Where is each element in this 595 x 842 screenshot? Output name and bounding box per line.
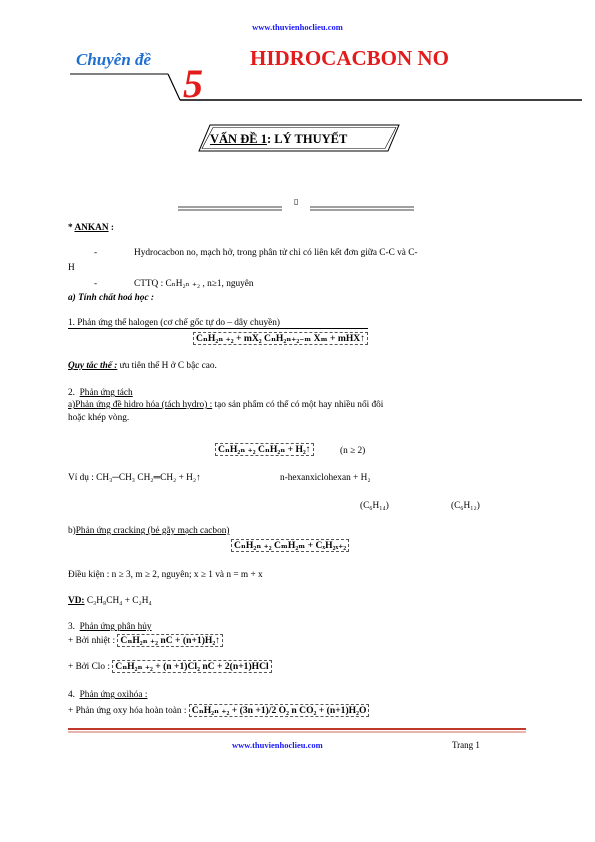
- dehydro-desc: tạo sản phẩm có thể có một hay nhiều nối đôi: [212, 400, 384, 410]
- heat-equation: CₙH₂ₙ ₊₂ nC + (n+1)H₂↑: [117, 634, 223, 647]
- general-formula: CTTQ : CₙH₂ₙ ₊₂ , n≥1, nguyên: [134, 279, 254, 289]
- dehydro-equation: CₙH₂ₙ ₊₂ CₙH₂ₙ + H₂↑: [215, 443, 314, 456]
- cyclohexane-formula: (C₆H₁₂): [451, 501, 480, 511]
- heat-label: + Bởi nhiệt :: [68, 636, 118, 646]
- decomposition-title: 3. Phản ứng phân hủy: [68, 622, 152, 632]
- example-text: C₃H₈CH₄ + C₂H₄: [84, 596, 152, 606]
- cracking-condition: Điều kiện : n ≥ 3, m ≥ 2, nguyên; x ≥ 1 và n = m + x: [68, 570, 263, 580]
- hexane-formula: (C₆H₁₄): [360, 501, 389, 511]
- cracking-title-text: Phản ứng cracking (bẻ gãy mạch cacbon): [75, 526, 230, 536]
- cracking-equation: CₙH₂ₙ ₊₂ CₘH₂ₘ + CₓH₂ₓ₊₂: [231, 539, 349, 552]
- rule-label: Quy tắc thế :: [68, 361, 118, 371]
- hexane-example: n-hexanxiclohexan + H₂: [280, 473, 371, 483]
- heading-colon: :: [108, 223, 114, 233]
- section-label: VẤN ĐỀ 1: [210, 132, 267, 146]
- chlorine-label: + Bởi Clo :: [68, 662, 113, 672]
- oxidation-title: 4. Phản ứng oxihóa :: [68, 690, 148, 700]
- chapter-label: Chuyên đề: [76, 50, 152, 69]
- footer-site-link[interactable]: www.thuvienhoclieu.com: [232, 740, 323, 750]
- divider-glyph: ▯: [294, 197, 299, 206]
- alkane-heading-text: ANKAN: [74, 223, 109, 233]
- definition-line-1: Hydrocacbon no, mạch hở, trong phân tử chỉ có liên kết đơn giữa C-C và C-: [134, 248, 418, 258]
- oxidation-label: + Phản ứng oxy hóa hoàn toàn :: [68, 706, 189, 716]
- oxidation-equation: CₙH₂ₙ ₊₂ + (3n +1)/2 O₂ n CO₂ + (n+1)H₂O: [189, 704, 370, 717]
- chem-props-heading: a) Tính chất hoá học :: [68, 293, 155, 303]
- def-dash: -: [94, 248, 98, 258]
- halogen-equation: CₙH₂ₙ ₊₂ + mX₂ CₙH₂ₙ₊₂₋ₘ Xₘ + mHX↑: [193, 332, 368, 345]
- chapter-title: HIDROCACBON NO: [250, 46, 449, 70]
- header-site-link[interactable]: www.thuvienhoclieu.com: [252, 22, 343, 32]
- heading-star: *: [68, 223, 75, 233]
- rule-text: ưu tiên thế H ở C bậc cao.: [117, 361, 217, 371]
- dehydro-condition: (n ≥ 2): [340, 446, 366, 456]
- section-label-rest: : LÝ THUYẾT: [266, 132, 348, 146]
- cttq-dash: -: [94, 279, 98, 289]
- page-number: Trang 1: [452, 740, 480, 750]
- halogen-title: 1. Phản ứng thế halogen (cơ chế gốc tự do – dây chuyền): [68, 318, 368, 329]
- example-label: VD:: [68, 596, 85, 606]
- chapter-number: 5: [183, 61, 203, 106]
- dehydro-example: Ví dụ : CH₃─CH₃ CH₂═CH₂ + H₂↑: [68, 473, 201, 483]
- elimination-title: 2. Phản ứng tách: [68, 388, 133, 398]
- dehydrogenation-text-2: hoặc khép vòng.: [68, 413, 130, 423]
- cracking-prefix: b): [68, 526, 76, 536]
- chlorine-equation: CₙH₂ₙ ₊₂ + (n +1)Cl₂ nC + 2(n+1)HCl: [112, 660, 271, 673]
- definition-line-2: H: [68, 263, 75, 273]
- dehydro-label: a)Phản ứng đề hidro hóa (tách hydro) :: [68, 400, 213, 410]
